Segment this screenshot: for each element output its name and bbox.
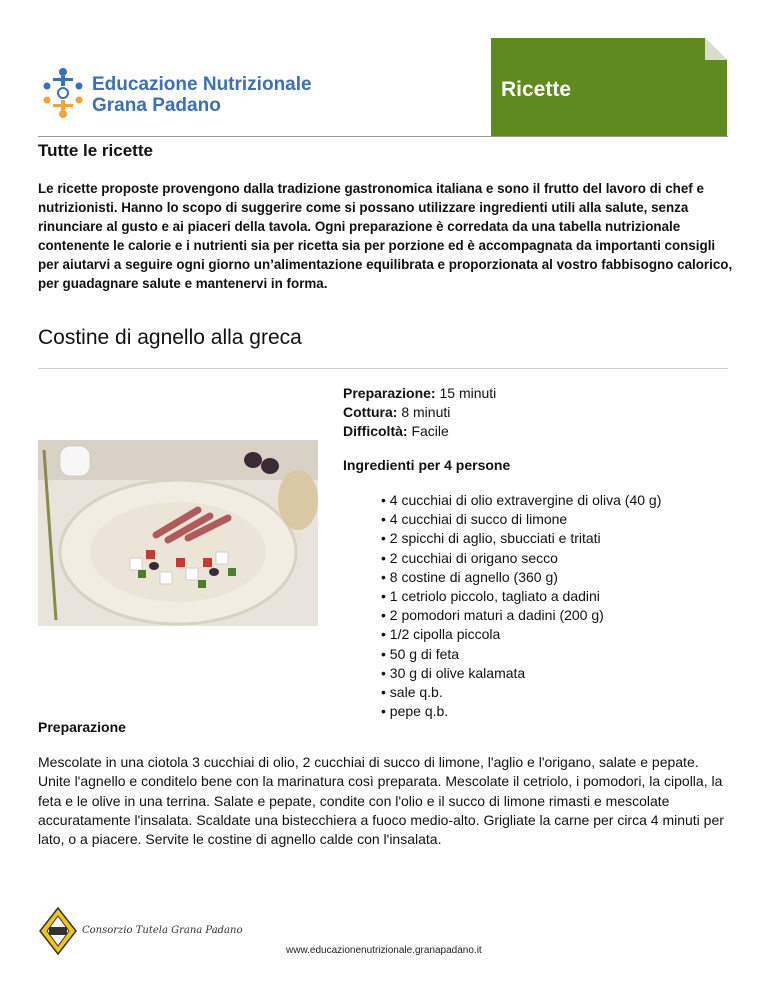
ingredient-item: • 1/2 cipolla piccola <box>381 626 501 643</box>
snowflake-people-icon <box>38 64 88 120</box>
ingredient-item: • pepe q.b. <box>381 703 449 720</box>
logo-line-2: Grana Padano <box>92 95 221 116</box>
recipe-meta <box>343 384 496 441</box>
ingredient-item: • 30 g di olive kalamata <box>381 664 526 681</box>
consorzio-logo <box>38 906 243 956</box>
preparation-title: Preparazione <box>38 719 126 735</box>
meta-difficolta-value: Facile <box>411 423 449 439</box>
section-ribbon <box>491 38 727 136</box>
meta-preparazione-label: Preparazione: <box>343 385 436 401</box>
ingredient-item: • sale q.b. <box>381 684 443 701</box>
page-fold-shadow <box>705 38 727 60</box>
recipe-title: Costine di agnello alla greca <box>38 326 302 349</box>
ingredient-item: • 4 cucchiai di olio extravergine di oliva (40 g) <box>381 492 662 508</box>
footer-url[interactable]: www.educazionenutrizionale.granapadano.it <box>286 945 482 956</box>
ingredient-item: • 2 spicchi di aglio, sbucciati e tritati <box>381 530 601 547</box>
ribbon-label: Ricette <box>501 78 572 101</box>
logo-line-1: Educazione Nutrizionale <box>92 74 312 95</box>
intro-paragraph: Le ricette proposte provengono dalla tradizione gastronomica italiana e sono il frutto del lavoro di chef e nutrizionisti. Hanno lo scopo di suggerire come si possano utilizzare ingredienti utili alla salute, senza rinunciare al gusto e ai piaceri della tavola. Ogni preparazione è corredata da una tabella nutrizionale contenente le calorie e i nutrienti sia per ricetta sia per porzione ed è accompagnata da importanti consigli per aiutarvi a seguire ogni giorno un’alimentazione equilibrata e proporzionata al vostro fabbisogno calorico, per guadagnare salute e mantenervi in forma. <box>38 181 733 291</box>
meta-difficolta <box>343 422 496 441</box>
ingredient-item: • 8 costine di agnello (360 g) <box>381 568 558 585</box>
ingredient-item: • 1 cetriolo piccolo, tagliato a dadini <box>381 588 600 605</box>
ingredients-list <box>381 491 661 721</box>
consorzio-name: Consorzio Tutela Grana Padano <box>82 925 243 936</box>
meta-cottura-value: 8 minuti <box>401 404 451 420</box>
ingredient-item: • 50 g di feta <box>381 645 460 662</box>
top-divider <box>38 136 728 137</box>
preparation-text: Mescolate in una ciotola 3 cucchiai di olio, 2 cucchiai di succo di limone, l'aglio e l'origano, salate e pepate. Unite l'agnello e conditelo bene con la marinatura così preparata. Mescolate il cetriolo, i pomodori, la cipolla, la feta e le olive in una terrina. Salate e pepate, condite con l'olio e il succo di limone rimasti e mescolate accuratamente l'insalata. Scaldate una bistecchiera a fuoco medio-alto. Grigliate la carne per circa 4 minuti per lato, o a piacere. Servite le costine di agnello calde con l'insalata. <box>38 754 724 848</box>
ingredients-title: Ingredienti per 4 persone <box>343 457 511 473</box>
ingredient-item: • 4 cucchiai di succo di limone <box>381 511 568 528</box>
grana-padano-seal-icon <box>38 906 78 956</box>
recipe-photo <box>38 440 318 626</box>
meta-difficolta-label: Difficoltà: <box>343 423 408 439</box>
brand-logo <box>38 64 338 120</box>
ingredient-item: • 2 pomodori maturi a dadini (200 g) <box>381 607 604 624</box>
meta-cottura <box>343 403 496 422</box>
ingredient-item: • 2 cucchiai di origano secco <box>381 549 558 566</box>
meta-preparazione-value: 15 minuti <box>439 385 497 401</box>
meta-cottura-label: Cottura: <box>343 404 398 420</box>
section-title: Tutte le ricette <box>38 141 153 160</box>
meta-preparazione <box>343 384 496 403</box>
title-divider <box>38 368 728 369</box>
